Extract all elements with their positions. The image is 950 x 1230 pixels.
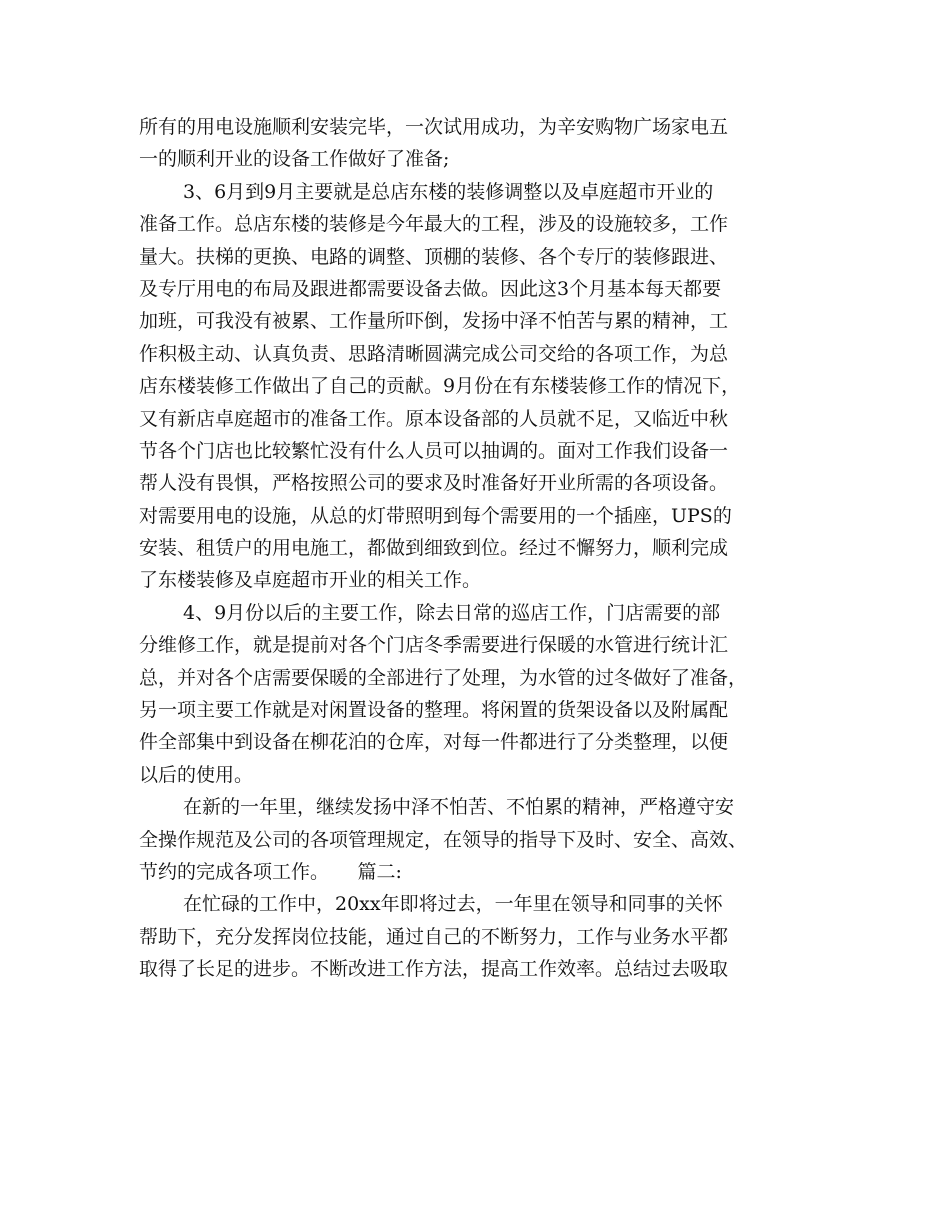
text-line: 全操作规范及公司的各项管理规定，在领导的指导下及时、安全、高效、 [139,828,748,851]
text-line: 在忙碌的工作中，20xx年即将过去，一年里在领导和同事的关怀 [183,893,723,916]
text-line: 在新的一年里，继续发扬中泽不怕苦、不怕累的精神，严格遵守安 [183,796,735,819]
text-line: 及专厅用电的布局及跟进都需要设备去做。因此这3个月基本每天都要 [139,277,722,300]
text-line: 所有的用电设施顺利安装完毕，一次试用成功，为辛安购物广场家电五 [139,116,729,138]
text-line: 准备工作。总店东楼的装修是今年最大的工程，涉及的设施较多，工作 [139,213,729,236]
text-line: 分维修工作，就是提前对各个门店冬季需要进行保暖的水管进行统计汇 [139,634,729,657]
text-line: 量大。扶梯的更换、电路的调整、顶棚的装修、各个专厅的装修跟进、 [139,245,729,268]
text-line: 帮人没有畏惧，严格按照公司的要求及时准备好开业所需的各项设备。 [139,472,729,495]
text-line: 总，并对各个店需要保暖的全部进行了处理，为水管的过冬做好了准备， [139,666,748,689]
text-line: 取得了长足的进步。不断改进工作方法，提高工作效率。总结过去吸取 [139,958,729,981]
text-line: 店东楼装修工作做出了自己的贡献。9月份在有东楼装修工作的情况下， [139,375,741,398]
text-line: 加班，可我没有被累、工作量所吓倒，发扬中泽不怕苦与累的精神，工 [139,310,729,333]
text-line: 4、9月份以后的主要工作，除去日常的巡店工作，门店需要的部 [183,601,721,624]
text-line: 又有新店卓庭超市的准备工作。原本设备部的人员就不足，又临近中秋 [139,407,729,430]
text-line: 帮助下，充分发挥岗位技能，通过自己的不断努力，工作与业务水平都 [139,925,729,948]
text-line: 对需要用电的设施，从总的灯带照明到每个需要用的一个插座，UPS的 [139,504,732,527]
text-line: 3、6月到9月主要就是总店东楼的装修调整以及卓庭超市开业的 [183,180,714,203]
text-line: 作积极主动、认真负责、思路清晰圆满完成公司交给的各项工作，为总 [139,342,729,365]
document-body-text [139,111,829,986]
text-line: 节各个门店也比较繁忙没有什么人员可以抽调的。面对工作我们设备一 [139,439,729,462]
text-line: 以后的使用。 [139,763,254,786]
text-line: 一的顺利开业的设备工作做好了准备; [139,148,450,171]
text-line: 另一项主要工作就是对闲置设备的整理。将闲置的货架设备以及附属配 [139,699,729,722]
text-line: 件全部集中到设备在柳花泊的仓库，对每一件都进行了分类整理，以便 [139,731,729,754]
text-line: 节约的完成各项工作。 篇二: [139,860,402,883]
text-line: 了东楼装修及卓庭超市开业的相关工作。 [139,569,482,592]
text-line: 安装、租赁户的用电施工，都做到细致到位。经过不懈努力，顺利完成 [139,537,729,560]
